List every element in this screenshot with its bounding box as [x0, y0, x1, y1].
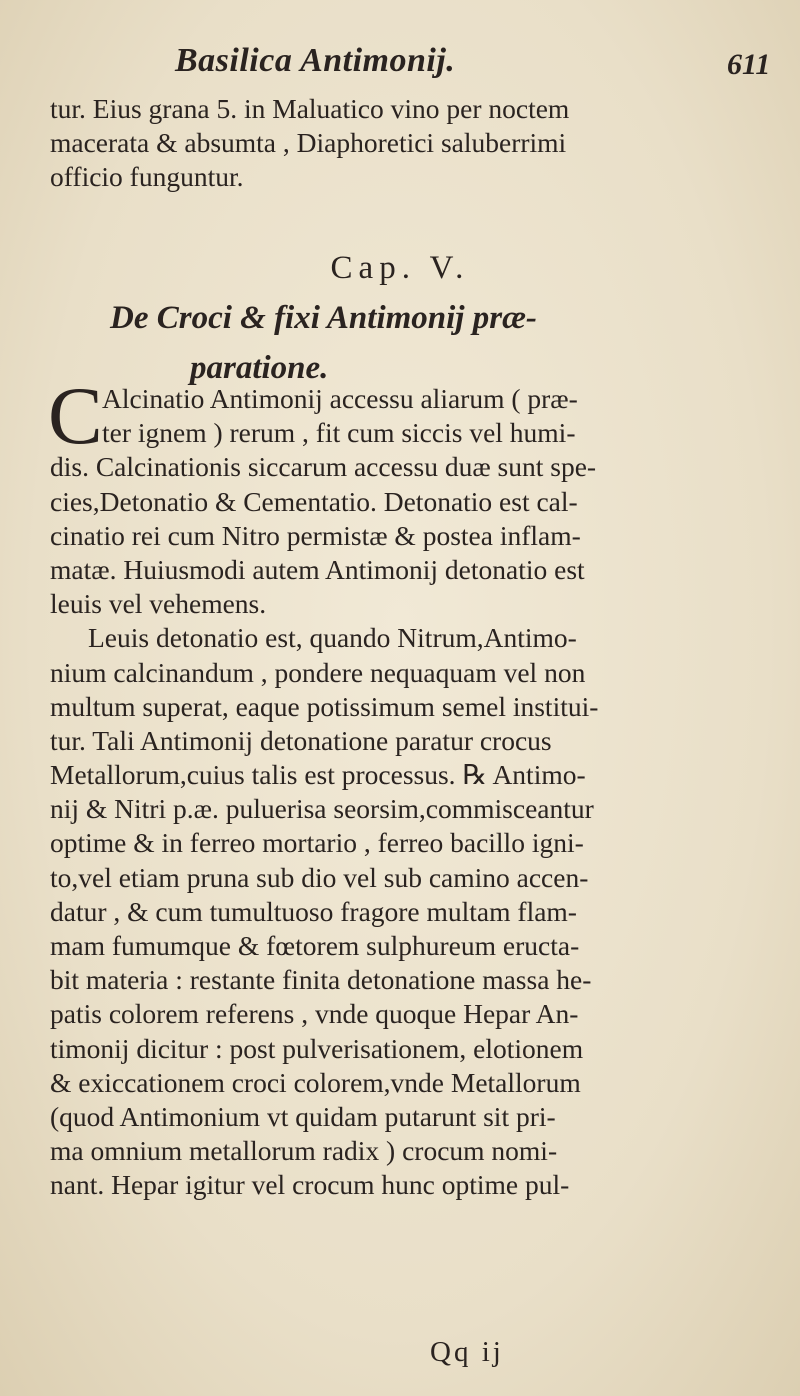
- text-line: leuis vel vehemens.: [50, 588, 267, 620]
- page-number: 611: [727, 48, 771, 81]
- text-line: bit materia : restante finita detonatione massa he-: [50, 964, 592, 996]
- text-line: Leuis detonatio est, quando Nitrum,Antimo-: [88, 622, 577, 654]
- text-line: Metallorum,cuius talis est processus. ℞ Antimo-: [50, 759, 586, 791]
- text-line: nij & Nitri p.æ. puluerisa seorsim,commisceantur: [50, 793, 594, 825]
- text-line: (quod Antimonium vt quidam putarunt sit pri-: [50, 1100, 556, 1132]
- text-line: multum superat, eaque potissimum semel institui-: [50, 690, 599, 722]
- running-header: [0, 42, 800, 92]
- text-line: & exiccationem croci colorem,vnde Metallorum: [50, 1066, 581, 1098]
- text-line: tur. Tali Antimonij detonatione paratur crocus: [50, 724, 552, 756]
- text-line: ma omnium metallorum radix ) crocum nomi-: [50, 1135, 558, 1167]
- text-line: ter ignem ) rerum , fit cum siccis vel humi-: [102, 417, 576, 449]
- text-line: timonij dicitur : post pulverisationem, elotionem: [50, 1032, 584, 1064]
- chapter-heading: Cap. V.: [330, 250, 470, 286]
- continuation-paragraph: [50, 92, 770, 195]
- running-title: Basilica Antimonij.: [175, 42, 456, 79]
- text-line: to,vel etiam pruna sub dio vel sub camino accen-: [50, 861, 589, 893]
- text-line: tur. Eius grana 5. in Maluatico vino per noctem: [50, 93, 570, 124]
- text-line: dis. Calcinationis siccarum accessu duæ sunt spe-: [50, 451, 597, 483]
- chapter-title: [110, 293, 750, 393]
- drop-capital: C: [48, 370, 103, 461]
- chapter-title-line: paratione.: [190, 350, 329, 386]
- text-line: patis colorem referens , vnde quoque Hepar An-: [50, 998, 579, 1030]
- text-line: nant. Hepar igitur vel crocum hunc optime pul-: [50, 1169, 570, 1201]
- text-line: matæ. Huiusmodi autem Antimonij detonatio est: [50, 553, 585, 585]
- text-line: mam fumumque & fœtorem sulphureum eructa-: [50, 930, 580, 961]
- text-line: optime & in ferreo mortario , ferreo bacillo igni-: [50, 827, 584, 859]
- main-text: [48, 370, 770, 1203]
- signature-mark: Qq ij: [430, 1336, 504, 1368]
- text-line: datur , & cum tumultuoso fragore multam flam-: [50, 895, 577, 927]
- text-line: cies,Detonatio & Cementatio. Detonatio est cal-: [50, 485, 578, 517]
- chapter-title-line: De Croci & fixi Antimonij præ-: [110, 300, 537, 336]
- text-line: macerata & absumta , Diaphoretici saluberrimi: [50, 127, 567, 159]
- text-line: officio funguntur.: [50, 161, 244, 193]
- text-line: cinatio rei cum Nitro permistæ & postea inflam-: [50, 519, 581, 551]
- text-line: Alcinatio Antimonij accessu aliarum ( præ-: [102, 383, 578, 414]
- text-line: nium calcinandum , pondere nequaquam vel non: [50, 656, 586, 688]
